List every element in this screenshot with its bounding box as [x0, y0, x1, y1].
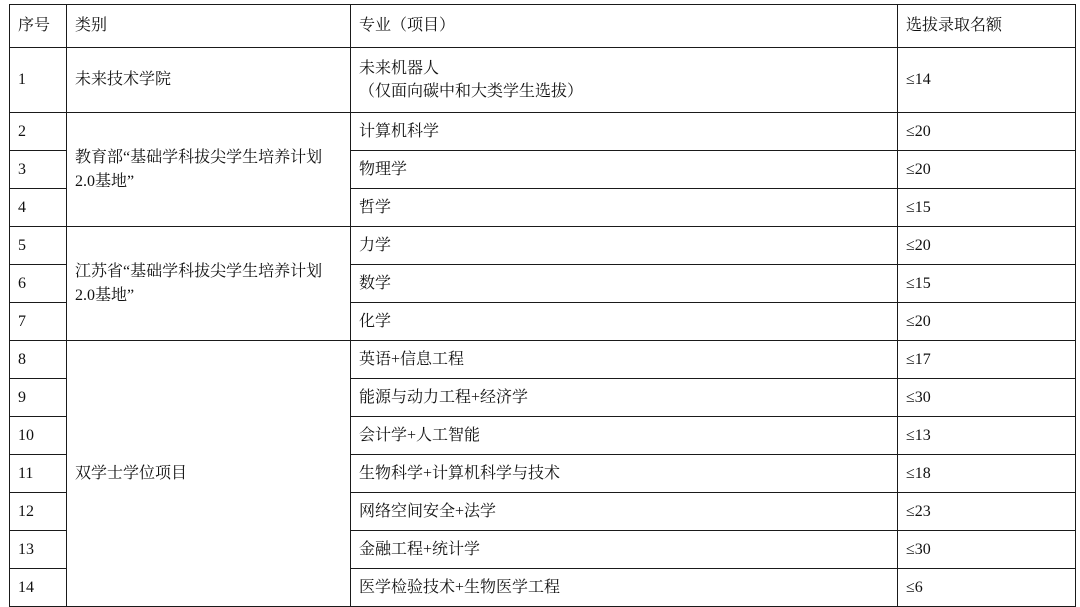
cell-seq: 10 [10, 417, 67, 455]
cell-quota: ≤30 [898, 379, 1076, 417]
cell-category: 教育部“基础学科拔尖学生培养计划2.0基地” [67, 113, 351, 227]
cell-seq: 13 [10, 531, 67, 569]
cell-seq: 7 [10, 303, 67, 341]
table-row [10, 48, 1076, 113]
cell-quota: ≤15 [898, 189, 1076, 227]
cell-quota: ≤15 [898, 265, 1076, 303]
cell-category: 双学士学位项目 [67, 341, 351, 607]
cell-seq: 14 [10, 569, 67, 607]
cell-seq: 2 [10, 113, 67, 151]
cell-major: 网络空间安全+法学 [351, 493, 898, 531]
cell-seq: 6 [10, 265, 67, 303]
cell-major: 医学检验技术+生物医学工程 [351, 569, 898, 607]
cell-major: 物理学 [351, 151, 898, 189]
cell-major: 金融工程+统计学 [351, 531, 898, 569]
table-row [10, 113, 1076, 151]
cell-quota: ≤20 [898, 151, 1076, 189]
cell-seq: 3 [10, 151, 67, 189]
cell-quota: ≤20 [898, 113, 1076, 151]
cell-major: 化学 [351, 303, 898, 341]
table-header-row [10, 5, 1076, 48]
cell-major: 生物科学+计算机科学与技术 [351, 455, 898, 493]
cell-seq: 4 [10, 189, 67, 227]
cell-quota: ≤20 [898, 227, 1076, 265]
cell-quota: ≤13 [898, 417, 1076, 455]
column-header-quota: 选拔录取名额 [898, 5, 1076, 48]
cell-seq: 9 [10, 379, 67, 417]
table-body [10, 5, 1076, 607]
cell-major: 数学 [351, 265, 898, 303]
cell-seq: 11 [10, 455, 67, 493]
cell-major: 计算机科学 [351, 113, 898, 151]
admission-quota-table [9, 4, 1076, 607]
cell-major: 会计学+人工智能 [351, 417, 898, 455]
cell-category: 未来技术学院 [67, 48, 351, 113]
cell-quota: ≤20 [898, 303, 1076, 341]
cell-seq: 8 [10, 341, 67, 379]
column-header-category: 类别 [67, 5, 351, 48]
cell-quota: ≤18 [898, 455, 1076, 493]
cell-major: 哲学 [351, 189, 898, 227]
cell-quota: ≤23 [898, 493, 1076, 531]
document-page [0, 4, 1080, 596]
table-row [10, 227, 1076, 265]
cell-major: 能源与动力工程+经济学 [351, 379, 898, 417]
cell-category: 江苏省“基础学科拔尖学生培养计划2.0基地” [67, 227, 351, 341]
cell-quota: ≤17 [898, 341, 1076, 379]
column-header-seq: 序号 [10, 5, 67, 48]
cell-seq: 12 [10, 493, 67, 531]
cell-seq: 5 [10, 227, 67, 265]
cell-major: 英语+信息工程 [351, 341, 898, 379]
cell-major [351, 48, 898, 113]
table-row [10, 341, 1076, 379]
cell-major-line-1: 未来机器人 [359, 59, 440, 77]
cell-quota: ≤30 [898, 531, 1076, 569]
cell-seq: 1 [10, 48, 67, 113]
cell-quota: ≤14 [898, 48, 1076, 113]
column-header-major: 专业（项目） [351, 5, 898, 48]
cell-quota: ≤6 [898, 569, 1076, 607]
cell-major-line-2: （仅面向碳中和大类学生选拔） [359, 83, 584, 100]
cell-major: 力学 [351, 227, 898, 265]
